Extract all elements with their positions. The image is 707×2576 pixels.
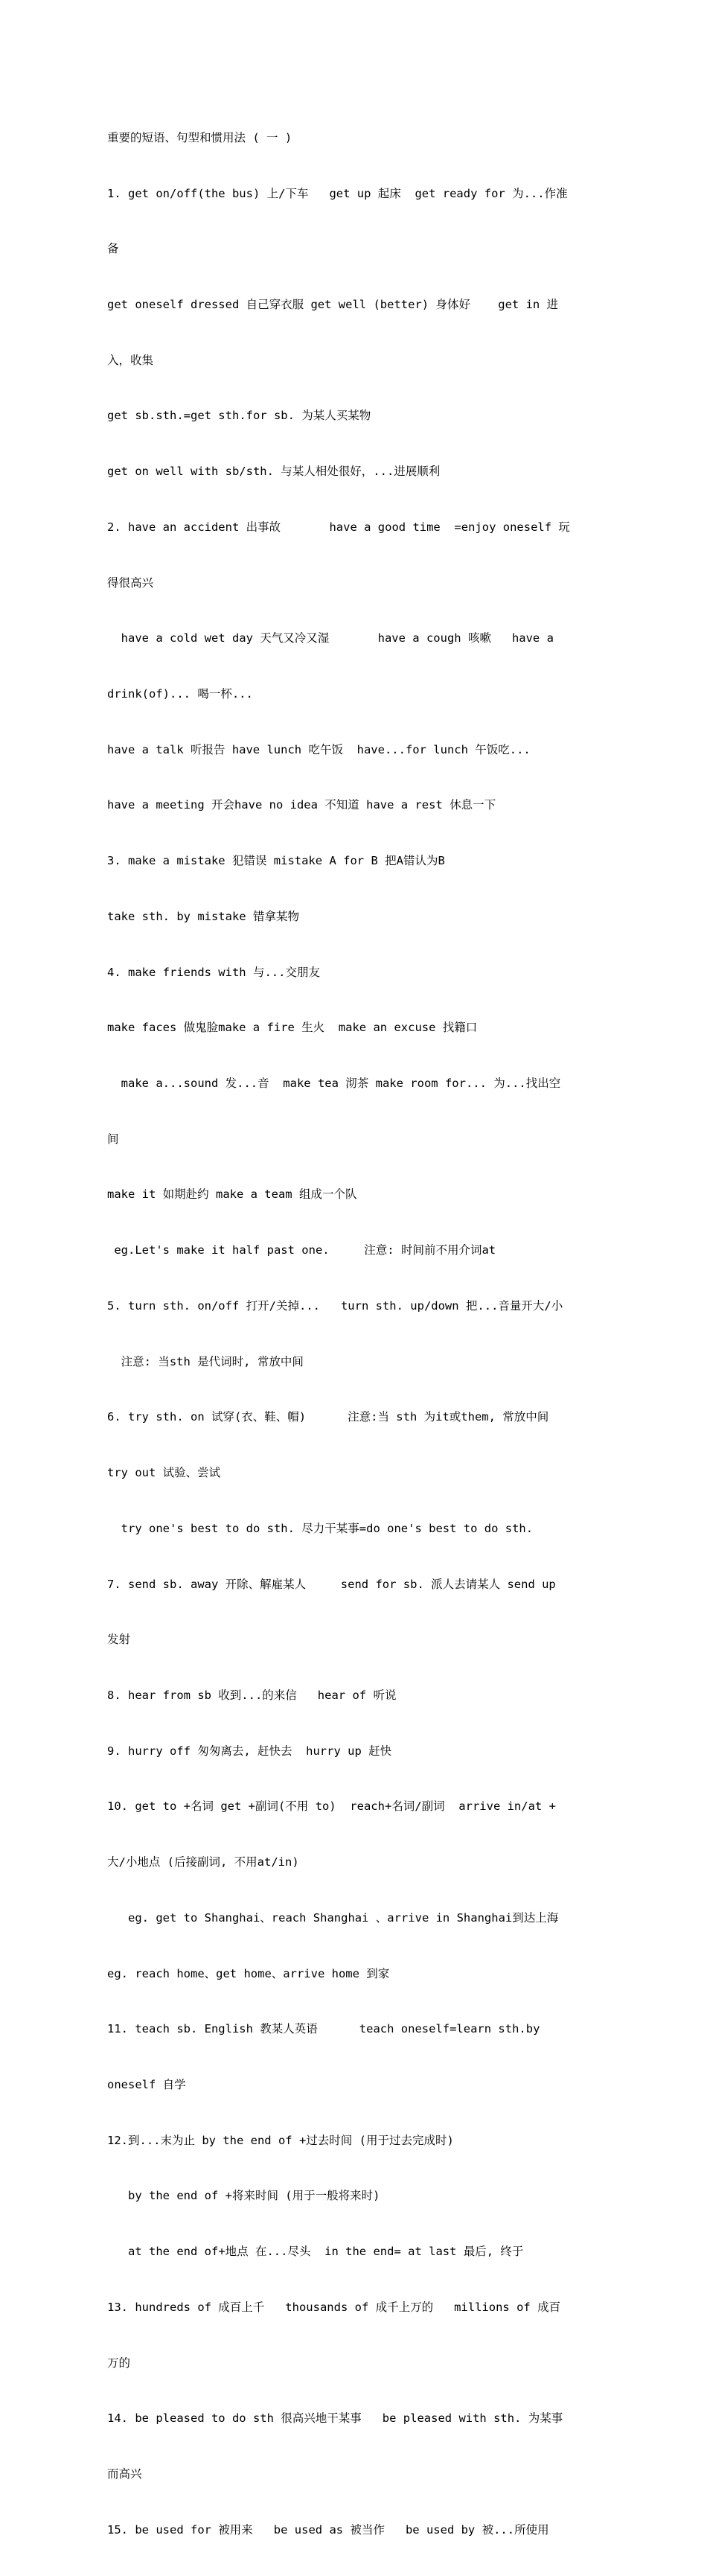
text-line: 2. have an accident 出事故 have a good time =enjoy oneself 玩 — [107, 520, 570, 534]
text-line: have a meeting 开会have no idea 不知道 have a rest 休息一下 — [107, 798, 496, 812]
document-body — [107, 92, 601, 2576]
text-line: get oneself dressed 自己穿衣服 get well (better) 身体好 get in 进 — [107, 297, 559, 311]
text-line: 5. turn sth. on/off 打开/关掉... turn sth. up/down 把...音量开大/小 — [107, 1298, 563, 1313]
text-line: 13. hundreds of 成百上千 thousands of 成千上万的 millions of 成百 — [107, 2300, 561, 2314]
text-line: 备 — [107, 242, 119, 256]
text-line: 发射 — [107, 1633, 131, 1647]
text-line: 6. try sth. on 试穿(衣、鞋、帽) 注意:当 sth 为it或them, 常放中间 — [107, 1410, 549, 1424]
text-line: 10. get to +名词 get +副词(不用 to) reach+名词/副词 arrive in/at + — [107, 1799, 556, 1814]
text-line: 入，收集 — [107, 353, 154, 367]
text-line: 11. teach sb. English 教某人英语 teach oneself=learn sth.by — [107, 2022, 540, 2036]
text-line: 注意: 当sth 是代词时, 常放中间 — [107, 1354, 304, 1368]
text-line: eg. get to Shanghai、reach Shanghai 、arrive in Shanghai到达上海 — [107, 1910, 559, 1925]
text-line: 3. make a mistake 犯错误 mistake A for B 把A错认为B — [107, 854, 445, 868]
text-line: make faces 做鬼脸make a fire 生火 make an excuse 找籍口 — [107, 1021, 478, 1035]
text-line: by the end of +将来时间 (用于一般将来时) — [107, 2189, 380, 2203]
text-line: make a...sound 发...音 make tea 沏茶 make room for... 为...找出空 — [107, 1077, 561, 1091]
text-line: try one's best to do sth. 尽力干某事=do one's best to do sth. — [107, 1521, 534, 1535]
text-line: 14. be pleased to do sth 很高兴地干某事 be pleased with sth. 为某事 — [107, 2411, 563, 2426]
text-line: take sth. by mistake 错拿某物 — [107, 909, 299, 923]
text-line: 9. hurry off 匆匆离去, 赶快去 hurry up 赶快 — [107, 1744, 392, 1758]
text-line: 大/小地点 (后接副词, 不用at/in) — [107, 1855, 299, 1869]
text-line: drink(of)... 喝一杯... — [107, 687, 253, 701]
text-line: 而高兴 — [107, 2467, 142, 2481]
text-line: make it 如期赴约 make a team 组成一个队 — [107, 1187, 357, 1202]
text-line: eg. reach home、get home、arrive home 到家 — [107, 1966, 390, 1980]
text-line: 7. send sb. away 开除、解雇某人 send for sb. 派人去请某人 send up — [107, 1577, 556, 1591]
text-line: get on well with sb/sth. 与某人相处很好，...进展顺利 — [107, 465, 441, 479]
text-line: at the end of+地点 在...尽头 in the end= at last 最后, 终于 — [107, 2245, 524, 2259]
text-line: get sb.sth.=get sth.for sb. 为某人买某物 — [107, 409, 371, 423]
text-line: 8. hear from sb 收到...的来信 hear of 听说 — [107, 1688, 397, 1702]
text-line: have a cold wet day 天气又冷又湿 have a cough 咳嗽 have a — [107, 631, 554, 645]
document-title: 重要的短语、句型和惯用法 ( 一 ) — [107, 130, 292, 144]
text-line: 12.到...末为止 by the end of +过去时间 (用于过去完成时) — [107, 2133, 454, 2147]
text-line: have a talk 听报告 have lunch 吃午饭 have...for lunch 午饭吃... — [107, 742, 531, 756]
text-line: 4. make friends with 与...交朋友 — [107, 965, 320, 979]
text-line: 15. be used for 被用来 be used as 被当作 be used by 被...所使用 — [107, 2522, 549, 2537]
text-line: 间 — [107, 1132, 119, 1146]
text-line: oneself 自学 — [107, 2077, 186, 2091]
text-line: try out 试验、尝试 — [107, 1466, 221, 1480]
text-line: eg.Let's make it half past one. 注意: 时间前不用介词at — [107, 1243, 496, 1257]
text-line: 万的 — [107, 2356, 131, 2370]
text-line: 1. get on/off(the bus) 上/下车 get up 起床 get ready for 为...作准 — [107, 186, 568, 200]
text-line: 得很高兴 — [107, 576, 154, 590]
